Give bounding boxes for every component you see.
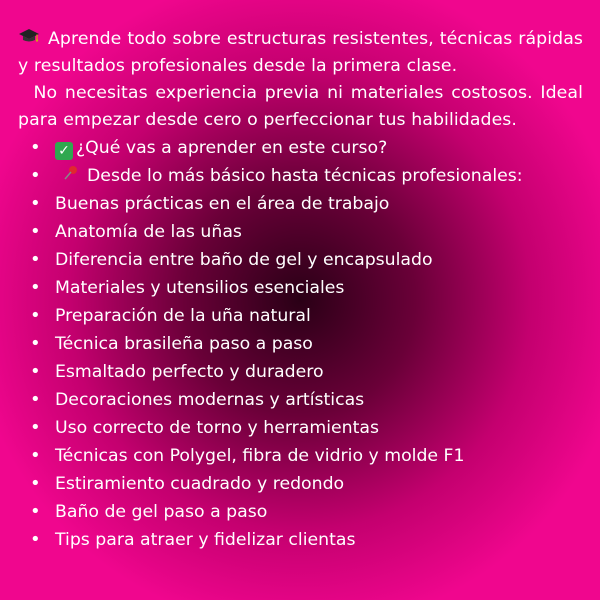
list-item: • Anatomía de las uñas xyxy=(18,218,583,246)
list-item: • Baño de gel paso a paso xyxy=(18,498,583,526)
list-item: • Esmaltado perfecto y duradero xyxy=(18,358,583,386)
list-item: • ✓ ¿Qué vas a aprender en este curso? xyxy=(18,134,583,162)
pushpin-icon xyxy=(59,162,83,190)
graduation-cap-icon xyxy=(18,26,40,53)
intro-text xyxy=(18,26,583,134)
intro-line-1: Aprende todo sobre estructuras resistentes, técnicas rápidas y resultados profesionales desde la primera clase. xyxy=(18,29,583,76)
list-item: • Tips para atraer y fidelizar clientas xyxy=(18,526,583,554)
list-item: • Preparación de la uña natural xyxy=(18,302,583,330)
check-icon: ✓ xyxy=(55,142,73,160)
list-item: • Técnicas con Polygel, fibra de vidrio y molde F1 xyxy=(18,442,583,470)
list-item: • Diferencia entre baño de gel y encapsulado xyxy=(18,246,583,274)
intro-line-2: No necesitas experiencia previa ni materiales costosos. Ideal para empezar desde cero o perfeccionar tus habilidades. xyxy=(18,83,583,130)
list-item: • Estiramiento cuadrado y redondo xyxy=(18,470,583,498)
list-item: • Materiales y utensilios esenciales xyxy=(18,274,583,302)
list-item: • Técnica brasileña paso a paso xyxy=(18,330,583,358)
list-item: • Uso correcto de torno y herramientas xyxy=(18,414,583,442)
list-item: • Desde lo más básico hasta técnicas profesionales: xyxy=(18,162,583,190)
list-item: • Decoraciones modernas y artísticas xyxy=(18,386,583,414)
list-item: • Buenas prácticas en el área de trabajo xyxy=(18,190,583,218)
curriculum-list xyxy=(18,134,583,554)
